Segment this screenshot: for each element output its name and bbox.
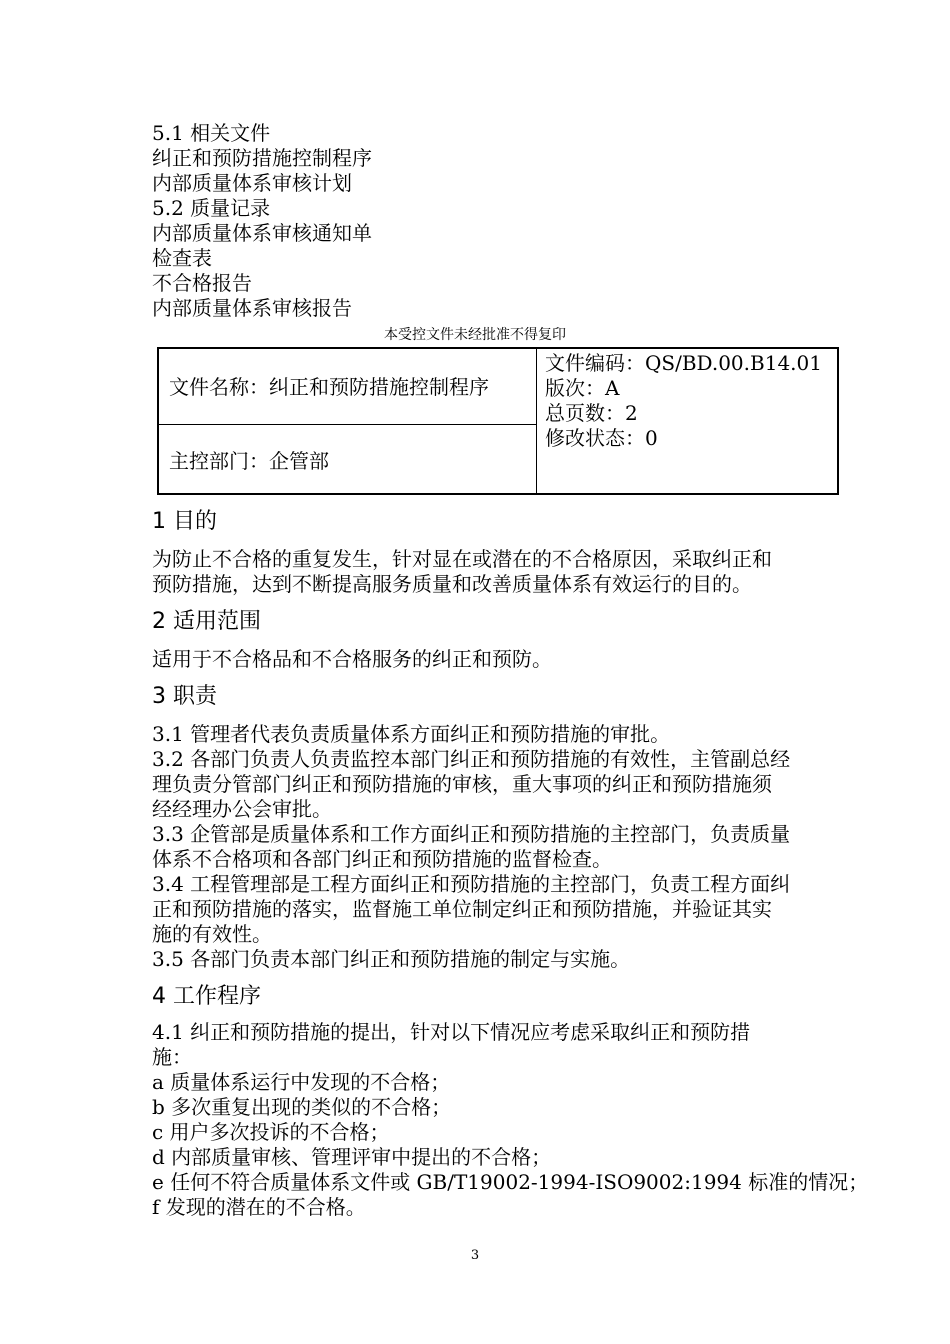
document-code: 文件编码：QS/BD.00.B14.01 xyxy=(545,351,822,375)
paragraph-line: 施的有效性。 xyxy=(152,922,272,946)
text-line: 5.1 相关文件 xyxy=(152,121,271,145)
list-item: e 任何不符合质量体系文件或 GB/T19002-1994-ISO9002:1994 标准的情况； xyxy=(152,1170,869,1194)
text-line: 纠正和预防措施控制程序 xyxy=(152,146,372,170)
section-heading: 2 适用范围 xyxy=(152,609,261,634)
section-heading: 1 目的 xyxy=(152,509,217,534)
paragraph-line: 理负责分管部门纠正和预防措施的审核，重大事项的纠正和预防措施须 xyxy=(152,772,772,796)
department: 主控部门：企管部 xyxy=(169,449,329,473)
related-files-section xyxy=(152,121,852,321)
text-line: 内部质量体系审核报告 xyxy=(152,296,352,320)
text-line: 内部质量体系审核计划 xyxy=(152,171,352,195)
list-item: a 质量体系运行中发现的不合格； xyxy=(152,1070,451,1094)
text-line: 5.2 质量记录 xyxy=(152,196,271,220)
page-number: 3 xyxy=(470,1248,480,1263)
text-line: 不合格报告 xyxy=(152,271,252,295)
paragraph-line: 3.1 管理者代表负责质量体系方面纠正和预防措施的审批。 xyxy=(152,722,671,746)
paragraph-line: 3.2 各部门负责人负责监控本部门纠正和预防措施的有效性，主管副总经 xyxy=(152,747,791,771)
list-item: d 内部质量审核、管理评审中提出的不合格； xyxy=(152,1145,552,1169)
list-item: f 发现的潜在的不合格。 xyxy=(152,1195,366,1219)
paragraph-line: 体系不合格项和各部门纠正和预防措施的监督检查。 xyxy=(152,847,612,871)
header-left-column xyxy=(159,349,537,493)
header-right-column xyxy=(537,349,837,493)
revision-status: 修改状态：0 xyxy=(545,426,658,450)
version: 版次：A xyxy=(545,376,620,400)
text-line: 内部质量体系审核通知单 xyxy=(152,221,372,245)
paragraph-line: 3.4 工程管理部是工程方面纠正和预防措施的主控部门，负责工程方面纠 xyxy=(152,872,791,896)
total-pages: 总页数：2 xyxy=(545,401,638,425)
paragraph-line: 经经理办公会审批。 xyxy=(152,797,332,821)
document-header-table xyxy=(157,347,839,495)
paragraph-line: 正和预防措施的落实，监督施工单位制定纠正和预防措施，并验证其实 xyxy=(152,897,772,921)
department-cell xyxy=(159,425,536,493)
document-body xyxy=(152,505,869,1220)
paragraph-line: 3.3 企管部是质量体系和工作方面纠正和预防措施的主控部门，负责质量 xyxy=(152,822,791,846)
paragraph-line: 施： xyxy=(152,1045,192,1069)
section-heading: 4 工作程序 xyxy=(152,984,261,1009)
list-item: c 用户多次投诉的不合格； xyxy=(152,1120,390,1144)
paragraph-line: 适用于不合格品和不合格服务的纠正和预防。 xyxy=(152,647,552,671)
paragraph-line: 为防止不合格的重复发生，针对显在或潜在的不合格原因，采取纠正和 xyxy=(152,547,772,571)
paragraph-line: 4.1 纠正和预防措施的提出，针对以下情况应考虑采取纠正和预防措 xyxy=(152,1020,751,1044)
file-name-cell xyxy=(159,349,536,425)
list-item: b 多次重复出现的类似的不合格； xyxy=(152,1095,452,1119)
control-notice: 本受控文件未经批准不得复印 xyxy=(384,327,566,343)
section-heading: 3 职责 xyxy=(152,684,217,709)
file-name: 文件名称：纠正和预防措施控制程序 xyxy=(169,375,489,399)
paragraph-line: 3.5 各部门负责本部门纠正和预防措施的制定与实施。 xyxy=(152,947,631,971)
text-line: 检查表 xyxy=(152,246,212,270)
paragraph-line: 预防措施，达到不断提高服务质量和改善质量体系有效运行的目的。 xyxy=(152,572,752,596)
